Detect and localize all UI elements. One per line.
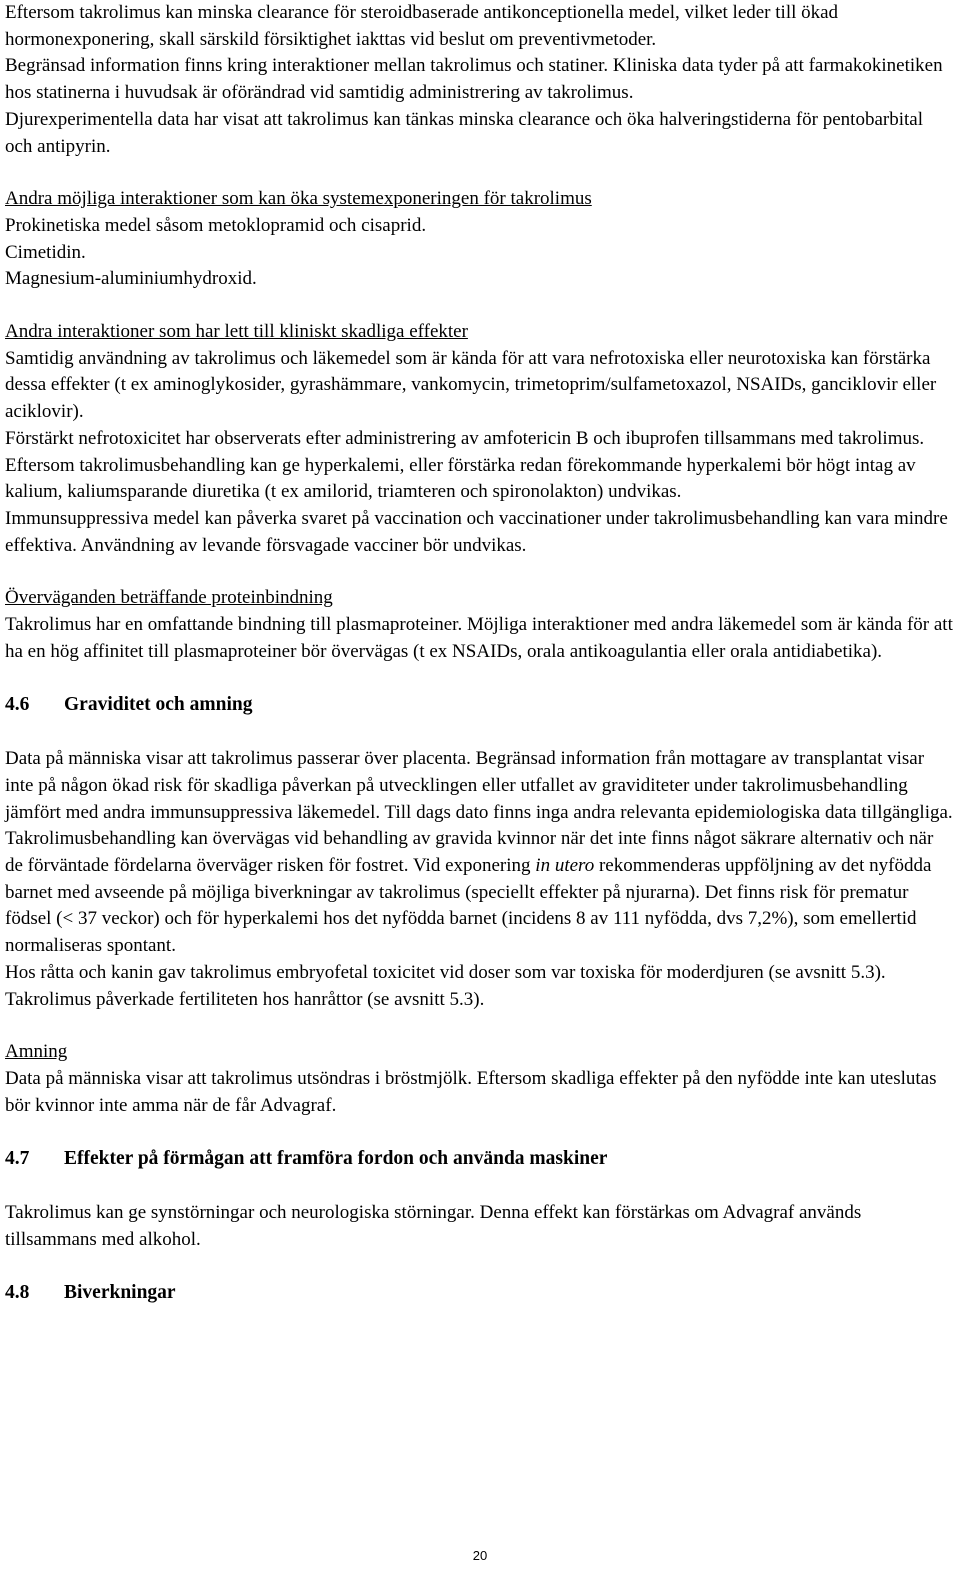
section-title: Effekter på förmågan att framföra fordon och använda maskiner bbox=[64, 1148, 608, 1170]
pregnancy-animal-paragraph: Hos råtta och kanin gav takrolimus embryofetal toxicitet vid doser som var toxiska för moderdjuren (se avsnitt 5.3). Takrolimus påverkade fertiliteten hos hanråttor (se avsnitt 5.3). bbox=[5, 961, 886, 1010]
interaction-paragraph-contraceptives: Eftersom takrolimus kan minska clearance för steroidbaserade antikonceptionella medel, vilket leder till ökad hormonexponering, skall särskild försiktighet iakttas vid beslut om preventivmetoder. bbox=[5, 2, 839, 50]
driving-paragraph: Takrolimus kan ge synstörningar och neurologiska störningar. Denna effekt kan förstärkas om Advagraf används tillsammans med alkohol. bbox=[5, 1202, 862, 1250]
interaction-paragraph-animal-data: Djurexperimentella data har visat att takrolimus kan tänkas minska clearance och öka halveringstiderna för pentobarbital och antipyrin. bbox=[5, 108, 923, 157]
protein-binding-heading: Överväganden beträffande proteinbindning bbox=[5, 587, 333, 609]
breastfeeding-paragraph: Data på människa visar att takrolimus utsöndras i bröstmjölk. Eftersom skadliga effekter på den nyfödde inte kan uteslutas bör kvinnor inte amma när de får Advagraf. bbox=[5, 1067, 937, 1116]
section-heading-4-8 bbox=[5, 1280, 955, 1307]
pregnancy-text-part: Data på människa visar att takrolimus passerar över placenta. Begränsad information från mottagare av transplantat visar inte på någon ökad risk för skadliga påverkan på utvecklingen eller utfallet av graviditeter under takrolimusbehandling jämfört med andra immunsuppressiva läkemedel. Till dags dato finns inga andra relevanta epidemiologiska data tillgängliga. Takrolimusbehandling kan övervägas vid behandling av gravida kvinnor när det inte finns något säkrare alternativ och när de förväntade fördelarna överväger risken för fostret. Vid exponering bbox=[5, 748, 953, 876]
harmful-paragraph-vaccination: Immunsuppressiva medel kan påverka svaret på vaccination och vaccinationer under takrolimusbehandling kan vara mindre effektiva. Användning av levande försvagade vacciner bör undvikas. bbox=[5, 507, 948, 556]
section-heading-4-7 bbox=[5, 1146, 955, 1173]
interaction-paragraph-statins: Begränsad information finns kring interaktioner mellan takrolimus och statiner. Kliniska data tyder på att farmakokinetiken hos statinerna i huvudsak är oförändrad vid samtidig administrering av takrolimus. bbox=[5, 55, 943, 104]
harmful-paragraph-amphotericin: Förstärkt nefrotoxicitet har observerats efter administrering av amfotericin B och ibuprofen tillsammans med takrolimus. bbox=[5, 427, 925, 449]
page-number: 20 bbox=[472, 1548, 488, 1563]
harmful-interactions-heading: Andra interaktioner som har lett till kliniskt skadliga effekter bbox=[5, 321, 468, 343]
harmful-paragraph-hyperkalemia: Eftersom takrolimusbehandling kan ge hyperkalemi, eller förstärka redan förekommande hyperkalemi bör högt intag av kalium, kaliumsparande diuretika (t ex amilorid, triamteren och spironolakton) undvikas. bbox=[5, 454, 916, 503]
section-title: Graviditet och amning bbox=[64, 694, 253, 716]
other-interactions-heading: Andra möjliga interaktioner som kan öka systemexponeringen för takrolimus bbox=[5, 188, 592, 210]
section-number: 4.7 bbox=[5, 1148, 30, 1170]
breastfeeding-heading: Amning bbox=[5, 1041, 68, 1063]
protein-binding-paragraph: Takrolimus har en omfattande bindning till plasmaproteiner. Möjliga interaktioner med andra läkemedel som är kända för att ha en hög affinitet till plasmaproteiner bör övervägas (t ex NSAIDs, orala antikoagulantia eller orala antidiabetika). bbox=[5, 614, 953, 662]
harmful-paragraph-nephrotoxic: Samtidig användning av takrolimus och läkemedel som är kända för att vara nefrotoxiska eller neurotoxiska kan förstärka dessa effekter (t ex aminoglykosider, gyrashämmare, vankomycin, trimetoprim/sulfametoxazol, NSAIDs, ganciklovir eller aciklovir). bbox=[5, 347, 937, 423]
section-number: 4.8 bbox=[5, 1282, 30, 1304]
other-interactions-item: Cimetidin. bbox=[5, 241, 86, 263]
pregnancy-paragraph bbox=[5, 746, 955, 960]
section-heading-4-6 bbox=[5, 692, 955, 719]
section-title: Biverkningar bbox=[64, 1282, 176, 1304]
other-interactions-item: Magnesium-aluminiumhydroxid. bbox=[5, 268, 257, 290]
document-page bbox=[5, 0, 955, 1307]
pregnancy-text-part: rekommenderas uppföljning av det nyfödda barnet med avseende på möjliga biverkningar av takrolimus (speciellt effekter på njurarna). Det finns risk för prematur födsel (< 37 veckor) och för hyperkalemi hos det nyfödda barnet (incidens 8 av 111 nyfödda, dvs 7,2%), som emellertid normaliseras spontant. bbox=[5, 854, 932, 957]
pregnancy-text-italic: in utero bbox=[535, 854, 595, 876]
section-number: 4.6 bbox=[5, 694, 30, 716]
other-interactions-item: Prokinetiska medel såsom metoklopramid och cisaprid. bbox=[5, 214, 427, 236]
